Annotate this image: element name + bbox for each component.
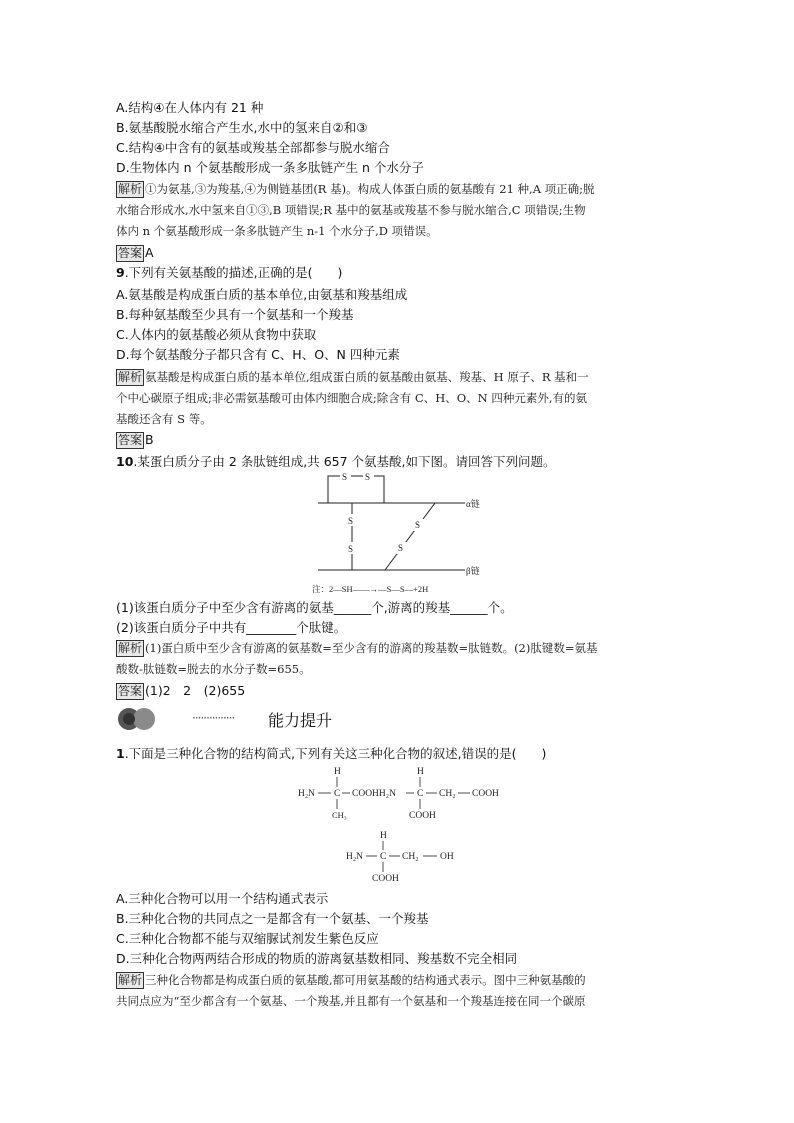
atom-label: C <box>380 852 387 862</box>
p1-explain-line: 三种化合物都是构成蛋白质的氨基酸,都可用氨基酸的结构通式表示。图中三种氨基酸的 <box>145 973 586 987</box>
section-badge-icon <box>116 706 158 732</box>
p1-number: 1 <box>116 746 125 761</box>
atom-label: H₂N <box>346 852 364 862</box>
q10-number: 10 <box>116 454 134 469</box>
answer-tag: 答案 <box>118 684 143 698</box>
p1-option-b: B.三种化合物的共同点之一是都含有一个氨基、一个羧基 <box>116 911 429 926</box>
q9-answer-value: B <box>145 432 154 447</box>
atom-label: CH₃ <box>332 810 347 820</box>
explanation-tag: 解析 <box>118 973 143 987</box>
q8-answer-value: A <box>145 245 154 260</box>
p1-explanation <box>116 970 681 1012</box>
q9-option-a: A.氨基酸是构成蛋白质的基本单位,由氨基和羧基组成 <box>116 287 408 302</box>
q8-explain-line: ①为氨基,③为羧基,④为侧链基团(R 基)。构成人体蛋白质的氨基酸有 21 种,A 项正确;脱 <box>145 182 595 196</box>
explanation-tag: 解析 <box>118 370 143 384</box>
atom-label: COOH <box>472 789 499 799</box>
peptide-chain-diagram <box>300 472 500 596</box>
q9-explanation <box>116 367 681 430</box>
sulfur-label: S <box>365 472 371 482</box>
q8-explain-line: 体内 n 个氨基酸形成一条多肽链产生 n-1 个水分子,D 项错误。 <box>116 224 438 238</box>
q10-sub2: (2)该蛋白质分子中共有________个肽键。 <box>116 620 347 635</box>
q9-stem <box>116 264 342 282</box>
sulfur-label: S <box>415 520 421 530</box>
atom-label: H <box>380 831 387 841</box>
explanation-tag: 解析 <box>118 641 143 655</box>
sulfur-label: S <box>342 472 348 482</box>
p1-option-d: D.三种化合物两两结合形成的物质的游离氨基数相同、羧基数不完全相同 <box>116 951 518 966</box>
q9-explain-line: 氨基酸是构成蛋白质的基本单位,组成蛋白质的氨基酸由氨基、羧基、H 原子、R 基和一 <box>145 370 589 384</box>
q9-answer <box>116 431 154 449</box>
atom-label: COOHH₂N <box>352 789 396 799</box>
q10-answer <box>116 682 245 700</box>
sulfur-label: S <box>398 543 404 553</box>
atom-label: H <box>417 767 424 777</box>
q8-answer <box>116 244 154 262</box>
q9-number: 9 <box>116 265 125 280</box>
p1-option-c: C.三种化合物都不能与双缩脲试剂发生紫色反应 <box>116 931 379 946</box>
explanation-tag: 解析 <box>118 182 143 196</box>
atom-label: C <box>334 789 341 799</box>
chemical-structures-row1 <box>296 764 506 822</box>
beta-chain-label: β链 <box>466 566 480 576</box>
q10-answer-value: (1)2 2 (2)655 <box>145 683 246 698</box>
atom-label: H₂N <box>298 789 316 799</box>
q9-option-b: B.每种氨基酸至少具有一个氨基和一个羧基 <box>116 307 354 322</box>
atom-label: OH <box>440 852 454 862</box>
q10-explain-line: (1)蛋白质中至少含有游离的氨基数=至少含有的游离的羧基数=肽链数。(2)肽键数=氨基 <box>145 641 598 655</box>
alpha-chain-label: α链 <box>466 499 480 509</box>
atom-label: COOH <box>409 811 436 821</box>
q8-explanation <box>116 179 681 242</box>
atom-label: CH₂ <box>402 852 419 862</box>
diagonal-bridge <box>385 503 435 570</box>
q9-option-c: C.人体内的氨基酸必须从食物中获取 <box>116 327 317 342</box>
p1-stem-text: .下面是三种化合物的结构简式,下列有关这三种化合物的叙述,错误的是( ) <box>124 746 547 761</box>
q10-sub1: (1)该蛋白质分子中至少含有游离的氨基______个,游离的羧基______个。 <box>116 600 513 615</box>
section-title: 能力提升 <box>268 711 333 730</box>
p1-explain-line: 共同点应为“至少都含有一个氨基、一个羧基,并且都有一个氨基和一个羧基连接在同一个碳原 <box>116 994 586 1008</box>
q10-stem-text: .某蛋白质分子由 2 条肽链组成,共 657 个氨基酸,如下图。请回答下列问题。 <box>133 454 556 469</box>
q9-option-d: D.每个氨基酸分子都只含有 C、H、O、N 四种元素 <box>116 347 400 362</box>
diagram-note: 注：2—SH——→—S—S—+2H <box>312 584 429 594</box>
atom-label: COOH <box>372 874 399 884</box>
section-dots: ··············· <box>192 711 235 725</box>
chemical-structure-row2 <box>344 828 464 884</box>
atom-label: C <box>417 789 424 799</box>
intrachain-bridge <box>328 476 384 503</box>
q8-option-d: D.生物体内 n 个氨基酸形成一条多肽链产生 n 个水分子 <box>116 160 424 175</box>
q10-explanation <box>116 638 681 680</box>
answer-tag: 答案 <box>118 433 143 447</box>
answer-tag: 答案 <box>118 246 143 260</box>
p1-stem <box>116 745 546 763</box>
sulfur-label: S <box>348 544 354 554</box>
q8-explain-line: 水缩合形成水,水中氢来自①③,B 项错误;R 基中的氨基或羧基不参与脱水缩合,C 项错误;生物 <box>116 203 586 217</box>
atom-label: H <box>334 767 341 777</box>
q9-stem-text: .下列有关氨基酸的描述,正确的是( ) <box>124 265 343 280</box>
q8-option-c: C.结构④中含有的氨基或羧基全部都参与脱水缩合 <box>116 140 390 155</box>
p1-option-a: A.三种化合物可以用一个结构通式表示 <box>116 891 329 906</box>
q9-explain-line: 基酸还含有 S 等。 <box>116 412 212 426</box>
q10-explain-line: 酸数-肽链数=脱去的水分子数=655。 <box>116 662 311 676</box>
atom-label: CH₂ <box>439 789 456 799</box>
sulfur-label: S <box>348 516 354 526</box>
q9-explain-line: 个中心碳原子组成;非必需氨基酸可由体内细胞合成;除含有 C、H、O、N 四种元素外,有的氨 <box>116 391 588 405</box>
q8-option-b: B.氨基酸脱水缩合产生水,水中的氢来自②和③ <box>116 120 368 135</box>
q8-option-a: A.结构④在人体内有 21 种 <box>116 100 264 115</box>
q10-stem <box>116 453 556 471</box>
